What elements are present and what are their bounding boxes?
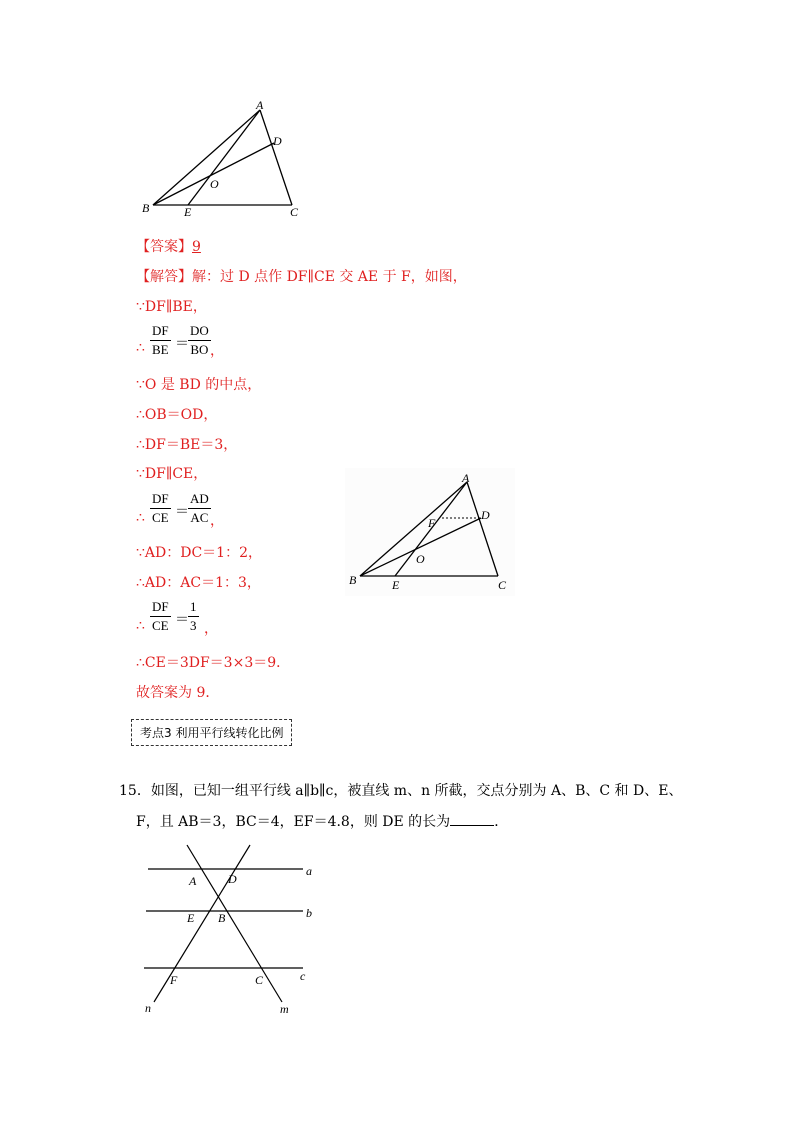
label-e-point: E: [187, 911, 195, 925]
label-b: B: [142, 201, 150, 215]
label-d-point: D: [228, 872, 237, 886]
step6: ∵DF∥CE，: [136, 466, 208, 482]
equals-3: ＝: [175, 612, 189, 628]
label-o: O: [210, 177, 219, 191]
step2-prefix: ∴: [136, 340, 145, 356]
step2-suffix: ，: [210, 343, 224, 359]
solution-intro-text: 解：过 D 点作 DF∥CE 交 AE 于 F，如图，: [192, 269, 467, 285]
label-e: E: [184, 205, 192, 219]
solution-intro: [136, 266, 467, 286]
step8: ∵AD：DC＝1：2，: [136, 545, 262, 561]
label-a: A: [256, 98, 264, 112]
question-15-line2: [136, 810, 508, 834]
label-f-2: F: [428, 516, 436, 530]
section-tag: 考点3 利用平行线转化比例: [131, 719, 292, 746]
fraction-df-be: $\frac{DF}{BE}$: [152, 323, 169, 357]
equals-2: ＝: [175, 504, 189, 520]
step4: ∴OB＝OD，: [136, 407, 218, 423]
figure-parallel-lines: [140, 840, 330, 1020]
label-f-point: F: [170, 973, 178, 987]
label-b-line: b: [306, 906, 312, 920]
label-a-line: a: [306, 864, 312, 878]
label-c-line: c: [300, 969, 306, 983]
label-b-point: B: [218, 911, 226, 925]
label-c-point: C: [255, 973, 264, 987]
step3: ∵O 是 BD 的中点，: [136, 377, 262, 393]
fraction-df-ce-2: $\frac{DF}{CE}$: [152, 599, 169, 633]
step7-prefix: ∴: [136, 510, 145, 526]
segment-bd: [153, 143, 274, 205]
label-b-2: B: [349, 573, 357, 587]
label-a-point: A: [189, 874, 197, 888]
label-a-2: A: [462, 471, 470, 485]
answer-blank: [450, 811, 494, 826]
fraction-ad-ac: $\frac{AD}{AC}$: [190, 491, 209, 525]
question-15-line2-text: F，且 AB＝3，BC＝4，EF＝4.8，则 DE 的长为: [136, 814, 451, 830]
step5: ∴DF＝BE＝3，: [136, 437, 238, 453]
figure-triangle-2: [345, 468, 515, 596]
label-m-line: m: [280, 1002, 289, 1016]
figure-triangle-1: [140, 95, 310, 220]
label-e-2: E: [392, 578, 400, 592]
step9: ∴AD：AC＝1：3，: [136, 575, 261, 591]
segment-ae: [188, 110, 260, 205]
label-d: D: [273, 134, 282, 148]
solution-tag: 【解答】: [136, 269, 192, 285]
answer-tag: 【答案】: [136, 239, 192, 255]
label-o-2: O: [416, 552, 425, 566]
equals-1: ＝: [175, 336, 189, 352]
answer-line: [136, 236, 201, 256]
fraction-1-3: $\frac{1}{3}$: [190, 599, 197, 633]
question-15-line1: 15．如图，已知一组平行线 a∥b∥c，被直线 m、n 所截，交点分别为 A、B、C 和 D、E、: [119, 783, 683, 799]
label-c-2: C: [498, 578, 507, 592]
label-d-2: D: [481, 508, 490, 522]
conclusion: 故答案为 9．: [136, 685, 220, 701]
fraction-do-bo: $\frac{DO}{BO}$: [190, 323, 209, 357]
label-n-line: n: [145, 1001, 151, 1015]
question-15-line2-end: ．: [494, 814, 509, 830]
segment-ab: [153, 110, 260, 205]
step7-suffix: ，: [210, 513, 224, 529]
step11: ∴CE＝3DF＝3×3＝9．: [136, 655, 291, 671]
step10-suffix: ，: [204, 621, 218, 637]
fraction-df-ce: $\frac{DF}{CE}$: [152, 491, 169, 525]
label-c: C: [290, 205, 299, 219]
step1: ∵DF∥BE，: [136, 299, 207, 315]
segment-ac: [260, 110, 292, 205]
step10-prefix: ∴: [136, 618, 145, 634]
answer-value: 9: [192, 239, 201, 255]
